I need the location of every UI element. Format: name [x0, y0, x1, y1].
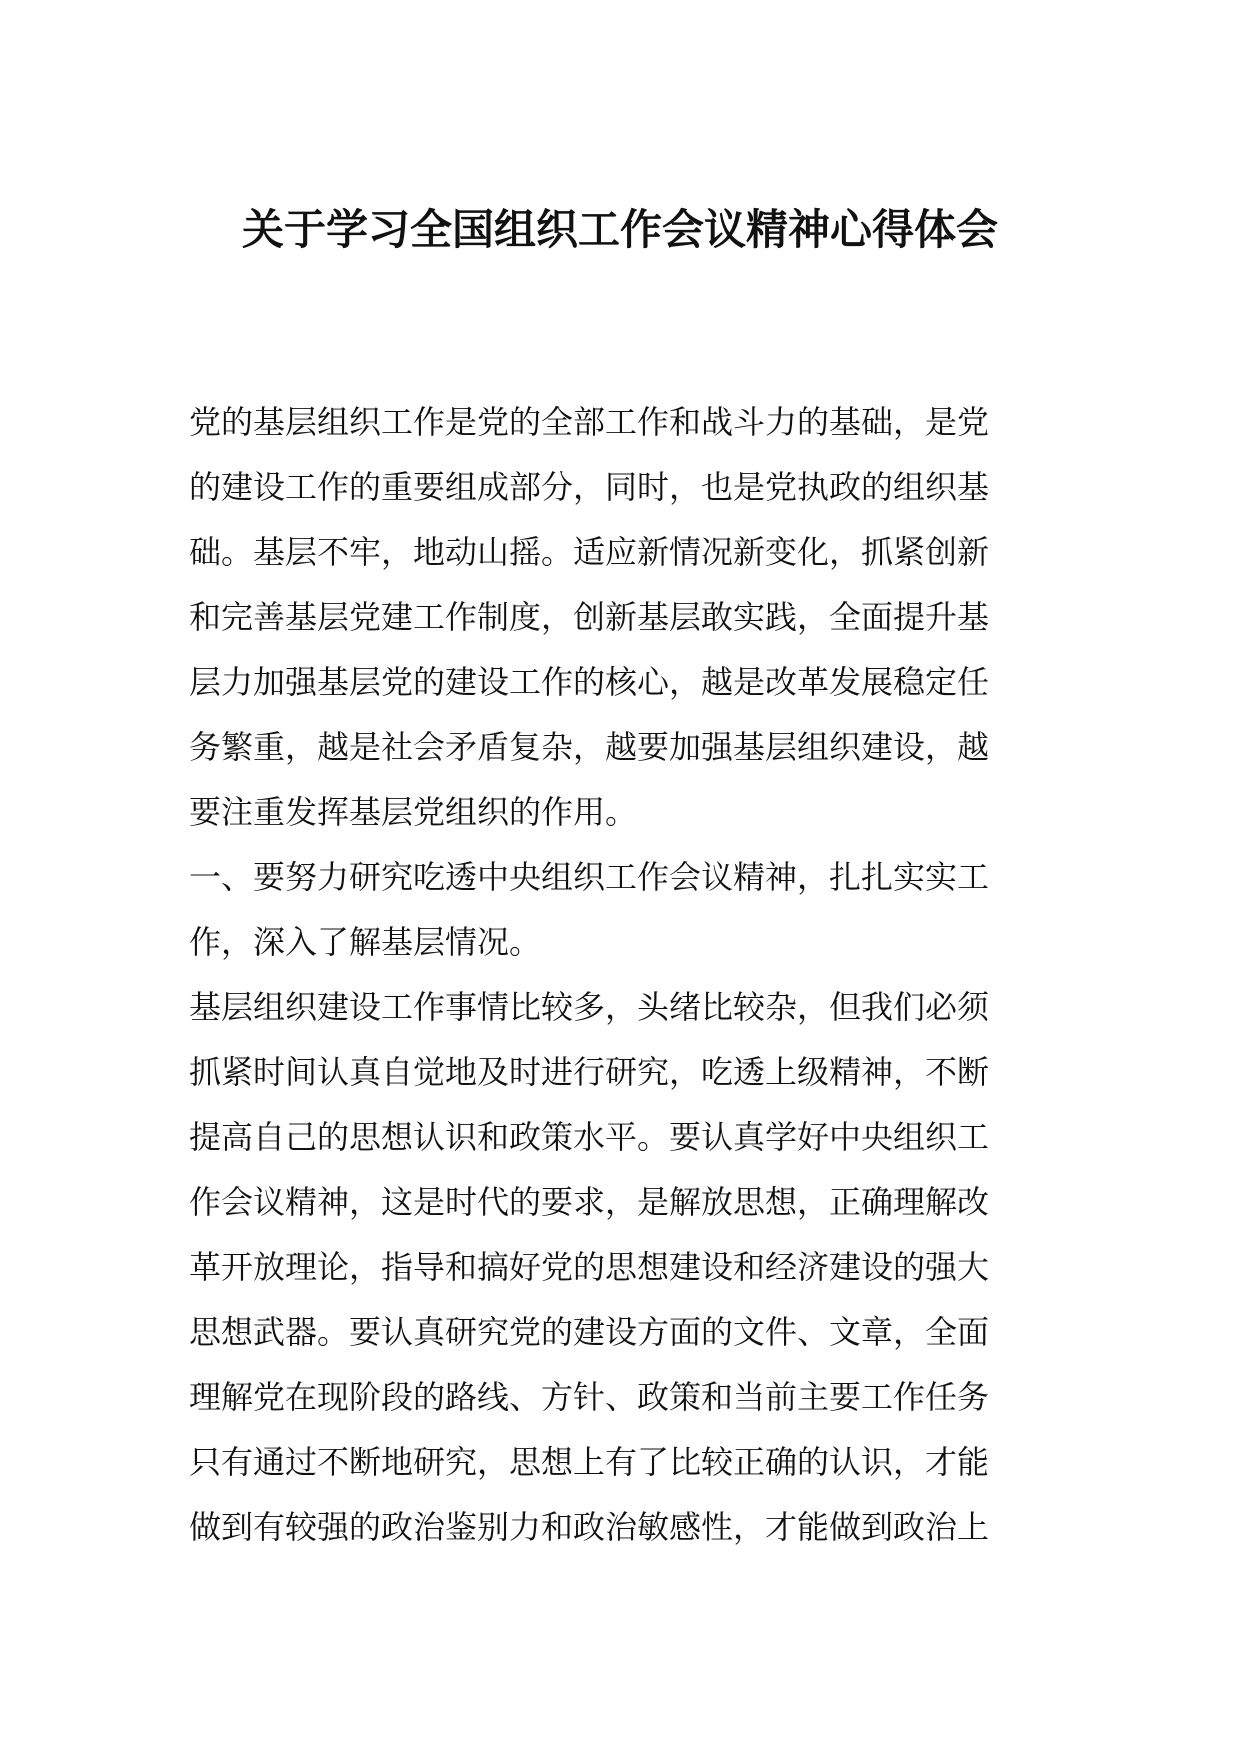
body-line: 革开放理论，指导和搞好党的思想建设和经济建设的强大 — [189, 1248, 990, 1286]
body-line: 务繁重，越是社会矛盾复杂，越要加强基层组织建设，越 — [189, 728, 990, 766]
body-line: 只有通过不断地研究，思想上有了比较正确的认识，才能 — [189, 1443, 990, 1481]
body-line: 党的基层组织工作是党的全部工作和战斗力的基础，是党 — [189, 403, 990, 441]
document-title: 关于学习全国组织工作会议精神心得体会 — [241, 205, 998, 254]
body-line: 要注重发挥基层党组织的作用。 — [189, 793, 638, 831]
body-line: 理解党在现阶段的路线、方针、政策和当前主要工作任务 — [189, 1378, 990, 1416]
body-line: 作会议精神，这是时代的要求，是解放思想，正确理解改 — [189, 1183, 990, 1221]
body-line: 础。基层不牢，地动山摇。适应新情况新变化，抓紧创新 — [189, 533, 990, 571]
body-line: 抓紧时间认真自觉地及时进行研究，吃透上级精神，不断 — [189, 1053, 990, 1091]
body-line: 提高自己的思想认识和政策水平。要认真学好中央组织工 — [189, 1118, 990, 1156]
body-line: 和完善基层党建工作制度，创新基层敢实践，全面提升基 — [189, 598, 990, 636]
body-line: 层力加强基层党的建设工作的核心，越是改革发展稳定任 — [189, 663, 990, 701]
section-heading-line: 作，深入了解基层情况。 — [189, 923, 542, 961]
body-line: 的建设工作的重要组成部分，同时，也是党执政的组织基 — [189, 468, 990, 506]
body-line: 基层组织建设工作事情比较多，头绪比较杂，但我们必须 — [189, 988, 990, 1026]
document-body — [189, 390, 1059, 1560]
section-heading-line: 一、要努力研究吃透中央组织工作会议精神，扎扎实实工 — [189, 858, 990, 896]
body-line: 做到有较强的政治鉴别力和政治敏感性，才能做到政治上 — [189, 1508, 990, 1546]
body-line: 思想武器。要认真研究党的建设方面的文件、文章，全面 — [189, 1313, 990, 1351]
